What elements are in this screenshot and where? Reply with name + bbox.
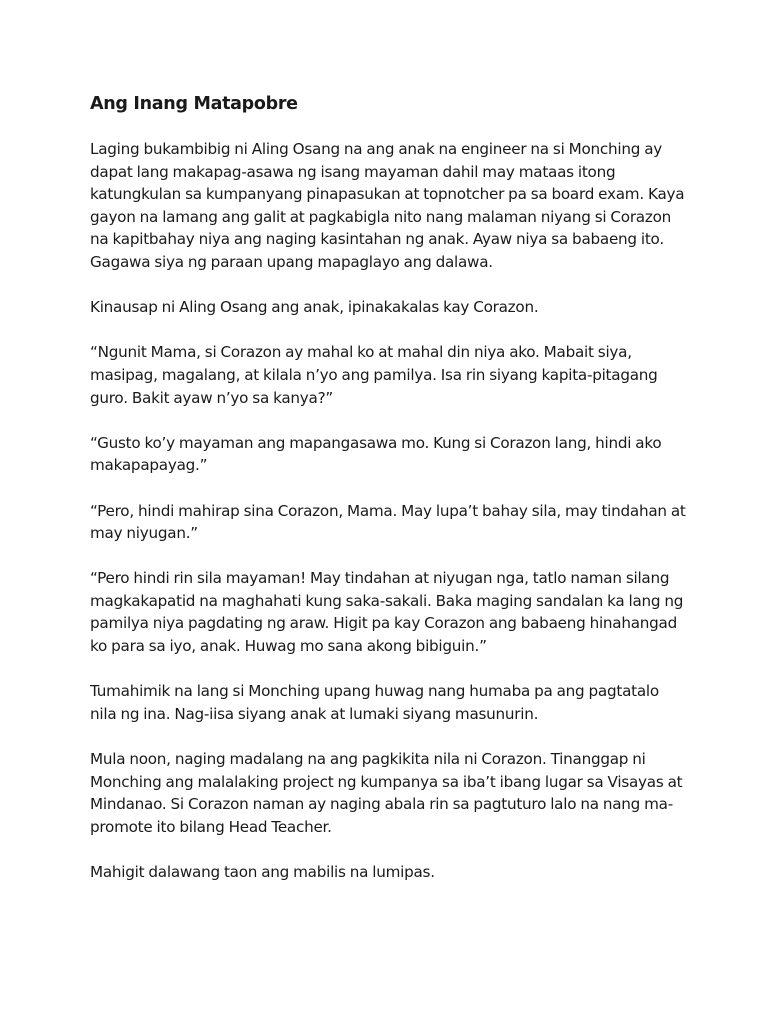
paragraph bbox=[90, 680, 690, 725]
text-line: pamilya niya pagdating ng araw. Higit pa kay Corazon ang babaeng hinahangad bbox=[90, 614, 677, 633]
text-line: may niyugan.” bbox=[90, 524, 198, 543]
text-line: dapat lang makapag-asawa ng isang mayaman dahil may mataas itong bbox=[90, 162, 616, 181]
text-line: Gagawa siya ng paraan upang mapaglayo ang dalawa. bbox=[90, 252, 493, 271]
text-line: katungkulan sa kumpanyang pinapasukan at topnotcher pa sa board exam. Kaya bbox=[90, 185, 685, 204]
document-title: Ang Inang Matapobre bbox=[90, 94, 298, 114]
text-line: nila ng ina. Nag-iisa siyang anak at lumaki siyang masunurin. bbox=[90, 704, 539, 723]
text-line: gayon na lamang ang galit at pagkabigla nito nang malaman niyang si Corazon bbox=[90, 207, 672, 226]
text-line: “Ngunit Mama, si Corazon ay mahal ko at mahal din niya ako. Mabait siya, bbox=[90, 343, 632, 362]
text-line: guro. Bakit ayaw n’yo sa kanya?” bbox=[90, 388, 334, 407]
text-line: na kapitbahay niya ang naging kasintahan ng anak. Ayaw niya sa babaeng ito. bbox=[90, 230, 664, 249]
text-line: makapapayag.” bbox=[90, 456, 208, 475]
text-line: promote ito bilang Head Teacher. bbox=[90, 817, 332, 836]
text-line: Mula noon, naging madalang na ang pagkikita nila ni Corazon. Tinanggap ni bbox=[90, 750, 646, 769]
text-line: ko para sa iyo, anak. Huwag mo sana akong bibiguin.” bbox=[90, 637, 487, 656]
text-line: masipag, magalang, at kilala n’yo ang pamilya. Isa rin siyang kapita-pitagang bbox=[90, 365, 658, 384]
paragraph bbox=[90, 861, 690, 884]
text-line: Mahigit dalawang taon ang mabilis na lumipas. bbox=[90, 863, 435, 881]
paragraph bbox=[90, 138, 690, 274]
text-line: “Pero, hindi mahirap sina Corazon, Mama. May lupa’t bahay sila, may tindahan at bbox=[90, 501, 686, 520]
paragraph bbox=[90, 341, 690, 409]
text-line: magkakapatid na maghahati kung saka-sakali. Baka maging sandalan ka lang ng bbox=[90, 591, 684, 610]
text-line: Kinausap ni Aling Osang ang anak, ipinakakalas kay Corazon. bbox=[90, 298, 539, 317]
paragraph bbox=[90, 500, 690, 545]
text-line: Tumahimik na lang si Monching upang huwag nang humaba pa ang pagtatalo bbox=[90, 682, 659, 701]
text-line: “Pero hindi rin sila mayaman! May tindahan at niyugan nga, tatlo naman silang bbox=[90, 569, 670, 588]
paragraph bbox=[90, 296, 690, 319]
text-line: “Gusto ko’y mayaman ang mapangasawa mo. Kung si Corazon lang, hindi ako bbox=[90, 433, 662, 452]
document-page bbox=[90, 92, 690, 906]
text-line: Mindanao. Si Corazon naman ay naging abala rin sa pagtuturo lalo na nang ma- bbox=[90, 795, 673, 814]
text-line: Monching ang malalaking project ng kumpanya sa iba’t ibang lugar sa Visayas at bbox=[90, 772, 683, 791]
paragraph bbox=[90, 748, 690, 838]
text-line: Laging bukambibig ni Aling Osang na ang anak na engineer na si Monching ay bbox=[90, 140, 662, 158]
paragraph bbox=[90, 567, 690, 657]
paragraph bbox=[90, 432, 690, 477]
